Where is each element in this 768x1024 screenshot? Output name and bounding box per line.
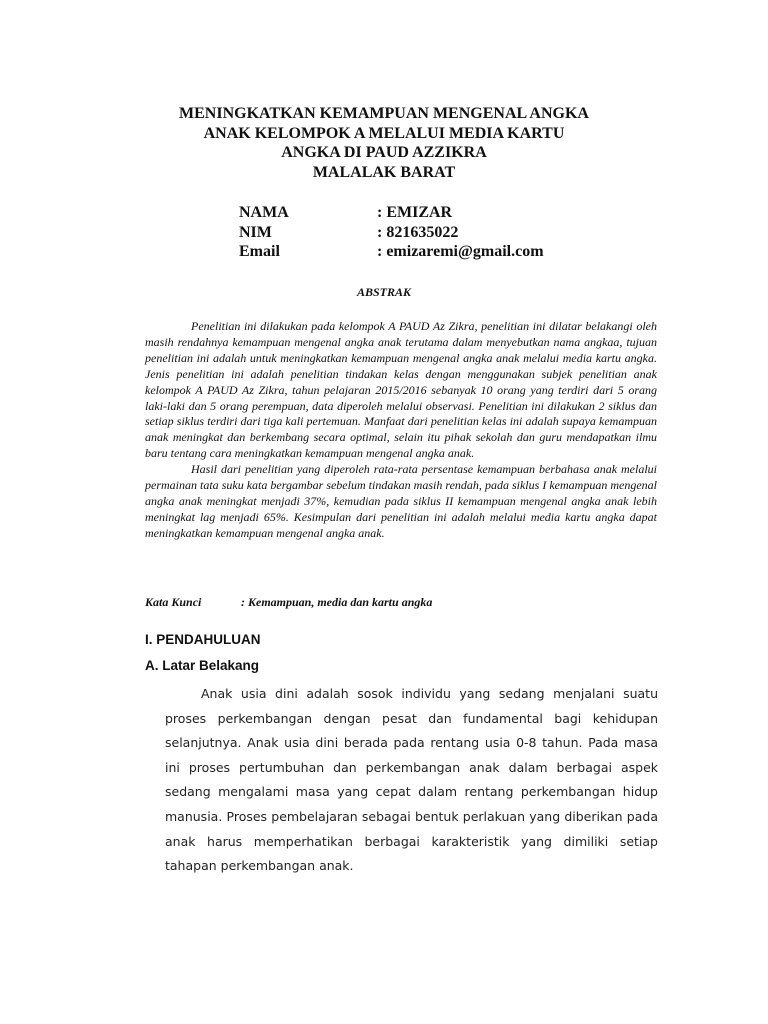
info-row-nim	[239, 223, 544, 243]
keywords-label: Kata Kunci	[145, 595, 202, 609]
title-line-2: ANAK KELOMPOK A MELALUI MEDIA KARTU	[203, 124, 565, 142]
body-text	[165, 682, 658, 879]
info-row-name	[239, 203, 544, 223]
info-row-email	[239, 242, 544, 262]
info-label-email: Email	[239, 243, 280, 260]
section-heading: I. PENDAHULUAN	[145, 632, 261, 647]
subsection-heading: A. Latar Belakang	[145, 658, 260, 673]
abstract-body	[145, 319, 657, 542]
title-line-1: MENINGKATKAN KEMAMPUAN MENGENAL ANGKA	[179, 105, 589, 122]
info-value-nim: : 821635022	[377, 223, 459, 241]
info-label-name: NAMA	[239, 204, 289, 221]
keywords-value: : Kemampuan, media dan kartu angka	[241, 595, 433, 609]
info-value-name: : EMIZAR	[377, 204, 453, 221]
title-line-3: ANGKA DI PAUD AZZIKRA	[281, 144, 487, 161]
body-paragraph: Anak usia dini adalah sosok individu yang sedang menjalani suatu proses perkembangan dengan pesat dan fundamental bagi kehidupan selanjutnya. Anak usia dini berada pada rentang usia 0-8 tahun. Pada masa ini proses pertumbuhan dan perkembangan anak dalam berbagai aspek sedang mengalami masa yang cepat dalam rentang perkembangan hidup manusia. Proses pembelajaran sebagai bentuk perlakuan yang diberikan pada anak harus memperhatikan berbagai karakteristik yang dimiliki setiap tahapan perkembangan anak.	[165, 686, 658, 874]
abstract-paragraph-2: Hasil dari penelitian yang diperoleh rata-rata persentase kemampuan berbahasa anak melalui permainan tata suku kata bergambar sebelum tindakan masih rendah, pada siklus I kemampuan mengenal angka anak meningkat menjadi 37%, kemudian pada siklus II kemampuan mengenal angka anak lebih meningkat lag menjadi 65%. Kesimpulan dari penelitian ini adalah melalui media kartu angka dapat meningkatkan kemampuan mengenal angka anak.	[145, 462, 657, 540]
document-title	[100, 104, 668, 182]
abstract-paragraph-1: Penelitian ini dilakukan pada kelompok A PAUD Az Zikra, penelitian ini dilatar belakangi oleh masih rendahnya kemampuan mengenal angka anak terutama dalam menyebutkan nama angkaa, tujuan penelitian ini adalah untuk meningkatkan kemampuan mengenal angka anak melalui media kartu angka. Jenis penelitian ini adalah penelitian tindakan kelas dengan menggunakan subjek penelitian anak kelompok A PAUD Az Zikra, tahun pelajaran 2015/2016 sebanyak 10 orang yang terdiri dari 5 orang laki-laki dan 5 orang perempuan, data diperoleh melalui observasi. Penelitian ini dilakukan 2 siklus dan setiap siklus terdiri dari tiga kali pertemuan. Manfaat dari penelitian kelas ini adalah supaya kemampuan anak meningkat dan berkembang secara optimal, selain itu pihak sekolah dan guru mendapatkan ilmu baru tentang cara meningkatkan kemampuan mengenal angka anak.	[145, 319, 657, 461]
info-value-email: : emizaremi@gmail.com	[377, 243, 544, 260]
keywords	[145, 595, 432, 610]
author-info	[239, 203, 544, 262]
title-line-4: MALALAK BARAT	[312, 163, 456, 181]
abstract-heading: ABSTRAK	[356, 285, 412, 299]
info-label-nim: NIM	[239, 223, 272, 241]
